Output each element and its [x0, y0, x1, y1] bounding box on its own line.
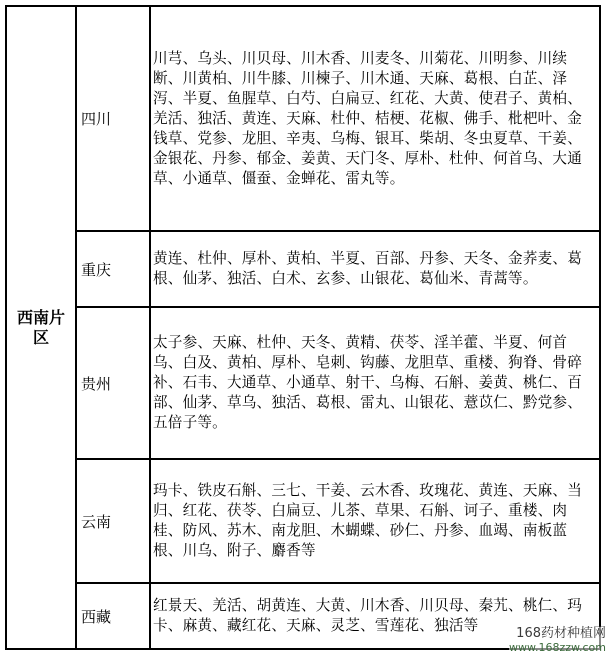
province-cell: [77, 584, 151, 648]
watermark-url: www.168zzw.com: [509, 641, 606, 654]
province-label: 贵州: [81, 374, 112, 393]
herbs-text: 太子参、天麻、杜仲、天冬、黄精、茯苓、淫羊藿、半夏、何首乌、白及、黄柏、厚朴、皂刺、钩藤、龙胆草、重楼、狗脊、骨碎补、石韦、大通草、小通草、射干、乌梅、石斛、姜黄、桃仁、百部、仙茅、草乌、独活、葛根、雷丸、山银花、薏苡仁、黔党参、五倍子等。: [153, 334, 583, 431]
watermark-site-name: 168药材种植网: [516, 626, 606, 641]
herbs-text: 川芎、乌头、川贝母、川木香、川麦冬、川菊花、川明参、川续断、川黄柏、川牛膝、川楝子、川木通、天麻、葛根、白芷、泽泻、半夏、鱼腥草、白芍、白扁豆、红花、大黄、使君子、黄柏、羌活、独活、黄连、天麻、杜仲、桔梗、花椒、佛手、枇杷叶、金钱草、党参、龙胆、辛夷、乌梅、银耳、柴胡、冬虫夏草、干姜、金银花、丹参、郁金、姜黄、天门冬、厚朴、杜仲、何首乌、大通草、小通草、僵蚕、金蝉花、雷丸等。: [153, 49, 583, 187]
table-row: [77, 460, 599, 584]
province-label: 云南: [81, 512, 112, 531]
herbs-cell: [151, 7, 599, 230]
herbs-cell: [151, 232, 599, 306]
province-cell: [77, 460, 151, 582]
province-cell: [77, 308, 151, 458]
herbs-text: 黄连、杜仲、厚朴、黄柏、半夏、百部、丹参、天冬、金荞麦、葛根、仙茅、独活、白术、玄参、山银花、葛仙米、青蒿等。: [153, 250, 583, 287]
table-row: [77, 232, 599, 308]
province-label: 四川: [81, 110, 112, 128]
province-rows: [77, 7, 599, 648]
site-watermark: [509, 627, 606, 655]
table-row: [77, 7, 599, 232]
province-label: 西藏: [81, 607, 112, 626]
herbs-text: 红景天、羌活、胡黄连、大黄、川木香、川贝母、秦艽、桃仁、玛卡、麻黄、藏红花、天麻、灵芝、雪莲花、独活等: [153, 597, 583, 634]
herbs-text: 玛卡、铁皮石斛、三七、干姜、云木香、玫瑰花、黄连、天麻、当归、红花、茯苓、白扁豆、儿茶、草果、石斛、诃子、重楼、肉桂、防风、苏木、南龙胆、木蝴蝶、砂仁、丹参、血竭、南板蓝根、川乌、附子、麝香等: [153, 482, 583, 559]
region-cell: [7, 7, 77, 648]
herbs-cell: [151, 460, 599, 582]
province-cell: [77, 7, 151, 230]
herbs-cell: [151, 308, 599, 458]
table-row: [77, 308, 599, 460]
region-label: 西南片区: [16, 307, 65, 347]
province-cell: [77, 232, 151, 306]
region-table: [5, 5, 601, 650]
province-label: 重庆: [81, 260, 112, 279]
